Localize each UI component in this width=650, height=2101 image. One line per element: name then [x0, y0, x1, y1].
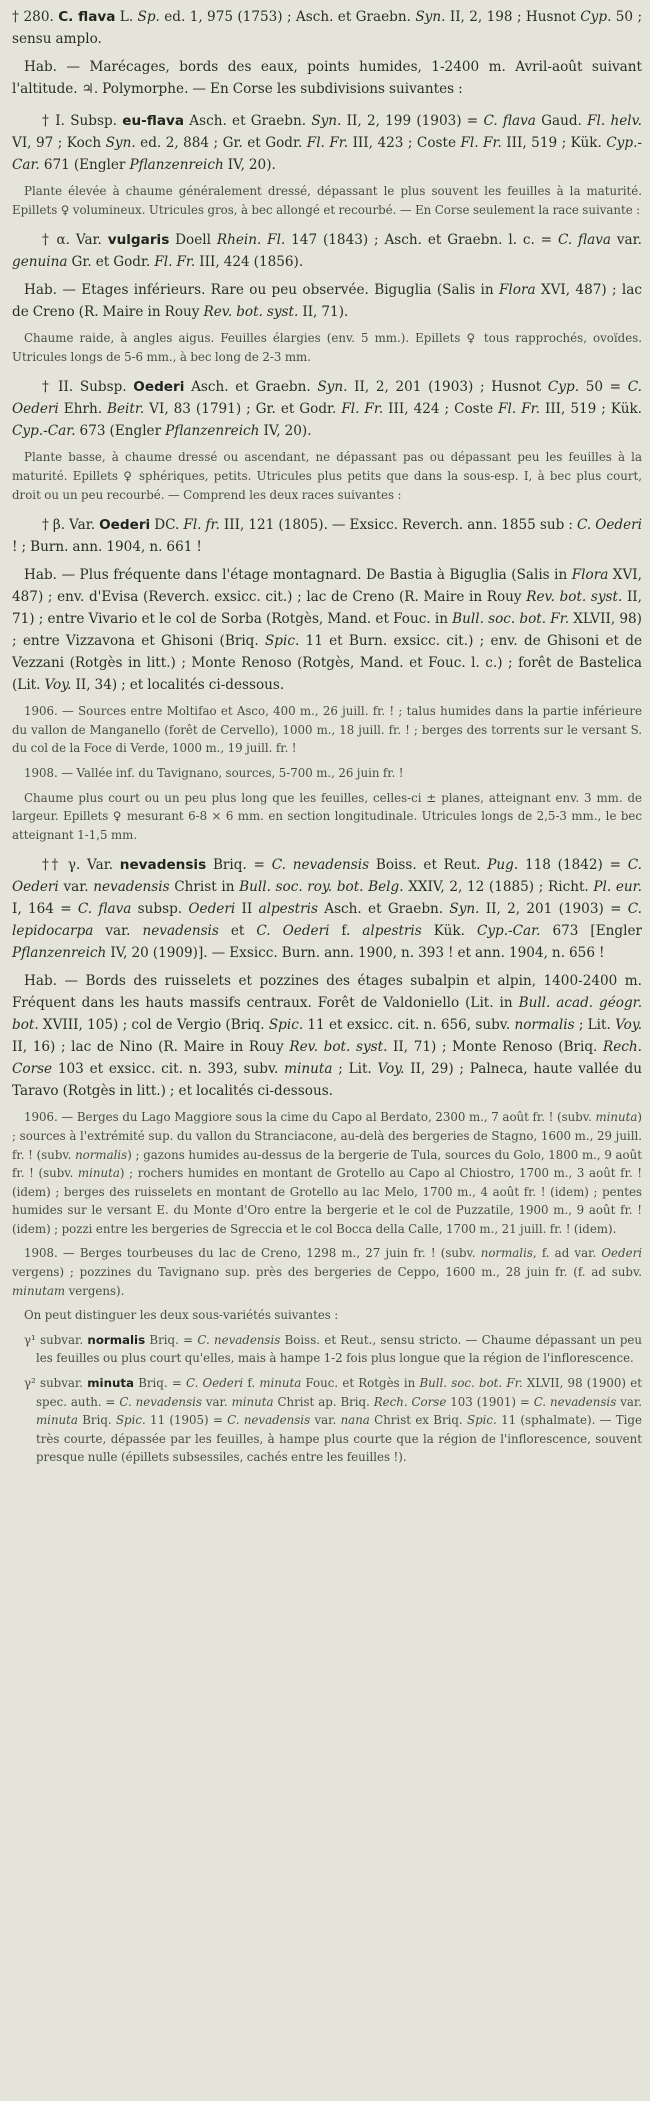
text-run: Boiss. et Reut. [369, 857, 488, 874]
italic-ref: Fl. Fr. [460, 135, 502, 151]
habitat-oederi [12, 564, 642, 696]
italic-ref: normalis [514, 1017, 575, 1034]
text-run: 103 (1901) = [446, 1394, 534, 1409]
italic-ref: Rev. bot. syst. [289, 1039, 388, 1056]
italic-ref: Spic. [115, 1413, 146, 1428]
italic-ref: Rev. bot. syst. [526, 589, 623, 606]
italic-ref: nevadensis [93, 879, 170, 896]
italic-ref: Rev. bot. syst. [203, 304, 299, 321]
italic-ref: nana [340, 1413, 370, 1428]
text-run: XVI, 487) ; env. d'Evisa (Reverch. exsicc. cit.) ; lac de Creno (R. Maire in Rouy [12, 567, 642, 606]
text-run: Gaud. [535, 113, 588, 129]
text-run: Asch. et Graebn. [184, 113, 312, 129]
italic-ref: normalis [75, 1147, 128, 1162]
italic-ref: Oederi [601, 1246, 642, 1261]
italic-ref: Oederi [188, 901, 236, 918]
text-run: † II. Subsp. [42, 379, 134, 396]
italic-ref: Spic. [264, 633, 300, 650]
text-run: f. [329, 923, 363, 940]
text-run: 671 (Engler [39, 157, 130, 173]
desc-vulgaris [12, 329, 642, 366]
text-run: 1908. — Vallée inf. du Tavignano, sources, 5-700 m., 26 juin fr. ! [24, 765, 404, 780]
var-vulgaris [12, 229, 642, 273]
desc-oederi [12, 448, 642, 504]
text-run: var. [201, 1394, 232, 1409]
italic-ref: genuina [12, 254, 68, 271]
italic-ref: Syn. [105, 135, 136, 151]
text-run: ) ; sources à l'extrémité sup. du vallon du Stranciacone, au-delà des bergeries de Stagno, 1600 m., 29 juill. fr. ! (subv. [12, 1110, 642, 1162]
text-run: ; Lit. [332, 1061, 378, 1078]
italic-ref: Pl. eur. [593, 879, 642, 896]
text-run: 1906. — Sources entre Moltifao et Asco, 400 m., 26 juill. fr. ! ; talus humides dans la partie inférieure du vallon de Manganello (forêt de Cervello), 1000 m., 18 juill. fr. ! ; berges des torrents sur le versant S. du col de la Foce di Verde, 1000 m., 19 juill. fr. ! [12, 704, 642, 756]
text-run: Hab. — Marécages, bords des eaux, points humides, 1-2400 m. Avril-août suivant l'altitude. ♃. Polymorphe. — En Corse les subdivisions suivantes : [12, 59, 642, 97]
text-run: II, 71) ; entre Vivario et le col de Sorba (Rotgès, Mand. et Fouc. in [12, 589, 642, 628]
italic-ref: Bull. acad. géogr. bot. [12, 995, 643, 1034]
subvar-intro [12, 1306, 642, 1325]
text-run: 11 (1905) = [145, 1413, 228, 1428]
italic-ref: Voy. [44, 677, 72, 694]
text-run: Ehrh. [58, 401, 108, 418]
text-run: XVIII, 105) ; col de Vergio (Briq. [38, 1017, 269, 1034]
text-run: DC. [150, 517, 184, 534]
paragraph-gap [12, 219, 642, 229]
italic-ref: Syn. [415, 9, 446, 25]
text-run: Briq. [77, 1413, 116, 1428]
italic-ref: Fl. Fr. [341, 401, 384, 418]
taxon-name: Oederi [99, 517, 151, 534]
text-run: Christ ex Briq. [369, 1413, 467, 1428]
italic-ref: Fl. helv. [587, 113, 643, 129]
italic-ref: Voy. [377, 1061, 405, 1078]
italic-ref: nevadensis [142, 923, 219, 940]
text-run: I, 164 = [12, 901, 78, 918]
italic-ref: Fl. Fr. [306, 135, 349, 151]
text-run: 1906. — Berges du Lago Maggiore sous la cime du Capo al Berdato, 2300 m., 7 août fr. ! (subv. [24, 1110, 596, 1125]
taxon-name: nevadensis [119, 857, 207, 874]
italic-ref: Spic. [268, 1017, 304, 1034]
taxon-name: vulgaris [107, 232, 170, 249]
text-run: 11 (sphalmate). — Tige très courte, dépassée par les feuilles, à hampe plus courte que la région de l'inflorescence, souvent presque nulle (épillets subsessiles, cachés entre les feuilles !). [36, 1413, 642, 1465]
italic-ref: Bull. soc. bot. Fr. [419, 1376, 523, 1391]
text-run: Hab. — Plus fréquente dans l'étage montagnard. De Bastia à Biguglia (Salis in [24, 567, 572, 584]
italic-ref: Pflanzenreich [12, 945, 107, 962]
text-run: ; Lit. [574, 1017, 616, 1034]
italic-ref: Rech. Corse [373, 1394, 447, 1409]
records-1908-oederi [12, 764, 642, 783]
text-run: IV, 20 (1909)]. — Exsicc. Burn. ann. 1900, n. 393 ! et ann. 1904, n. 656 ! [106, 945, 605, 962]
text-run: , f. ad var. [532, 1246, 602, 1261]
italic-ref: alpestris [362, 923, 422, 940]
text-run: 673 (Engler [75, 423, 166, 440]
text-run: III, 121 (1805). — Exsicc. Reverch. ann. 1855 sub : [219, 517, 577, 534]
text-run: subsp. [131, 901, 189, 918]
italic-ref: Cyp. [580, 9, 612, 25]
italic-ref: Spic. [467, 1413, 497, 1428]
italic-ref: Cyp.-Car. [476, 923, 541, 940]
italic-ref: minuta [77, 1166, 120, 1181]
subvar-normalis [12, 1331, 642, 1368]
heading-c-flava [12, 6, 642, 50]
italic-ref: Flora [499, 282, 536, 299]
text-run: Hab. — Bords des ruisselets et pozzines des étages subalpin et alpin, 1400-2400 m. Fréquent dans les hauts massifs centraux. Forêt de Valdoniello (Lit. in [12, 973, 642, 1012]
italic-ref: Beitr. [107, 401, 145, 418]
text-run: ! ; Burn. ann. 1904, n. 661 ! [12, 539, 202, 556]
var-nevadensis [12, 854, 642, 964]
text-run: Chaume raide, à angles aigus. Feuilles élargies (env. 5 mm.). Epillets ♀ tous rapprochés, ovoïdes. Utricules longs de 5-6 mm., à bec long de 2-3 mm. [12, 331, 642, 364]
text-run: ) ; gazons humides au-dessus de la bergerie de Tula, sources du Golo, 1800 m., 9 août fr. ! (subv. [12, 1147, 642, 1181]
text-run: † I. Subsp. [42, 113, 123, 129]
italic-ref: C. nevadensis [533, 1394, 617, 1409]
var-oederi [12, 514, 642, 558]
text-run: f. [243, 1376, 260, 1391]
italic-ref: Pflanzenreich [129, 157, 224, 173]
desc-eu-flava [12, 182, 642, 219]
text-run: var. [93, 923, 143, 940]
italic-ref: C. flava [483, 113, 536, 129]
italic-ref: Syn. [311, 113, 342, 129]
habitat-vulgaris [12, 279, 642, 323]
text-run: 50 ; sensu amplo. [12, 9, 643, 47]
paragraph-gap [12, 366, 642, 376]
text-run: II, 2, 201 (1903) = [479, 901, 628, 918]
text-run: II, 29) ; Palneca, haute vallée du Taravo (Rotgès in litt.) ; et localités ci-dessous. [12, 1061, 642, 1100]
subsp-eu-flava [12, 110, 642, 176]
italic-ref: C. nevadensis [227, 1413, 311, 1428]
italic-ref: minuta [595, 1110, 638, 1125]
text-run: IV, 20). [259, 423, 312, 440]
text-run: var. [58, 879, 94, 896]
text-run: VI, 83 (1791) ; Gr. et Godr. [144, 401, 342, 418]
italic-ref: minuta [231, 1394, 274, 1409]
text-run: Fouc. et Rotgès in [301, 1376, 420, 1391]
text-run: II, 2, 199 (1903) = [341, 113, 484, 129]
text-run: ed. 2, 884 ; Gr. et Godr. [135, 135, 307, 151]
subvar-minuta [12, 1374, 642, 1467]
text-run: II, 34) ; et localités ci-dessous. [71, 677, 285, 694]
italic-ref: minuta [284, 1061, 333, 1078]
subsp-oederi [12, 376, 642, 442]
text-run: var. [310, 1413, 341, 1428]
text-run: Plante basse, à chaume dressé ou ascendant, ne dépassant pas ou dépassant peu les feuilles à la maturité. Epillets ♀ sphériques, petits. Utricules plus petits que dans la sous-esp. I, à bec plus court, droit ou un peu recourbé. — Comprend les deux races suivantes : [12, 450, 642, 502]
text-run: Asch. et Graebn. [317, 901, 450, 918]
text-run: VI, 97 ; Koch [12, 135, 106, 151]
italic-ref: C. Oederi [12, 857, 642, 896]
text-run: III, 519 ; Kük. [501, 135, 607, 151]
text-run: Christ ap. Briq. [273, 1394, 374, 1409]
text-run: II, 2, 198 ; Husnot [445, 9, 581, 25]
italic-ref: Syn. [317, 379, 348, 396]
text-run: III, 424 ; Coste [383, 401, 499, 418]
text-run: 11 et exsicc. cit. n. 656, subv. [303, 1017, 515, 1034]
text-run: vergens). [65, 1283, 125, 1298]
paragraph-gap [12, 100, 642, 110]
text-run: II, 71) ; Monte Renoso (Briq. [387, 1039, 604, 1056]
desc-var-oederi [12, 789, 642, 845]
text-run: XLVII, 98) ; entre Vizzavona et Ghisoni (Briq. [12, 611, 642, 650]
text-run: 11 et Burn. exsicc. cit.) ; env. de Ghisoni et de Vezzani (Rotgès in litt.) ; Monte Renoso (Rotgès, Mand. et Fouc. l. c.) ; forêt de Bastelica (Lit. [12, 633, 642, 694]
italic-ref: Rech. Corse [12, 1039, 642, 1078]
text-run: Hab. — Etages inférieurs. Rare ou peu observée. Biguglia (Salis in [24, 282, 499, 299]
italic-ref: C. lepidocarpa [12, 901, 642, 940]
italic-ref: Pflanzenreich [165, 423, 260, 440]
text-run: XVI, 487) ; lac de Creno (R. Maire in Rouy [12, 282, 642, 321]
italic-ref: C. nevadensis [119, 1394, 202, 1409]
italic-ref: Bull. soc. roy. bot. Belg. [239, 879, 404, 896]
taxon-name: Oederi [133, 379, 185, 396]
italic-ref: minuta [36, 1413, 78, 1428]
text-run: vergens) ; pozzines du Tavignano sup. près des bergeries de Ceppo, 1600 m., 28 juin fr. (f. ad subv. [12, 1265, 642, 1280]
italic-ref: Syn. [449, 901, 480, 918]
italic-ref: C. Oederi [185, 1376, 244, 1391]
italic-ref: Cyp.-Car. [12, 135, 642, 173]
text-run: γ¹ subvar. [24, 1332, 88, 1347]
records-1908-nevadensis [12, 1244, 642, 1300]
text-run: † β. Var. [42, 517, 100, 534]
italic-ref: Fl. fr. [183, 517, 220, 534]
text-run: III, 423 ; Coste [348, 135, 461, 151]
italic-ref: C. Oederi [256, 923, 330, 940]
italic-ref: minuta [259, 1376, 302, 1391]
text-run: ) ; rochers humides en montant de Grotello au Capo al Chiostro, 1700 m., 3 août fr. ! (idem) ; berges des ruisselets en montant de Grotello au lac Melo, 1700 m., 4 août fr. ! (idem) ; pentes humides sur le versant E. du Monte d'Oro entre la bergerie et le col de Puzzatile, 1900 m., 9 août fr. ! (idem) ; pozzi entre les bergeries de Sgreccia et le col Bocca della Calle, 1700 m., 21 juill. fr. ! (idem). [12, 1166, 642, 1236]
text-run: 103 et exsicc. cit. n. 393, subv. [52, 1061, 285, 1078]
text-run: II [235, 901, 259, 918]
taxon-name: minuta [87, 1376, 134, 1391]
text-run: Doell [169, 232, 217, 249]
text-run: 1908. — Berges tourbeuses du lac de Creno, 1298 m., 27 juin fr. ! (subv. [24, 1246, 481, 1261]
paragraph-gap [12, 504, 642, 514]
taxon-name: eu-flava [122, 113, 185, 129]
italic-ref: normalis [480, 1246, 533, 1261]
italic-ref: C. nevadensis [197, 1332, 281, 1347]
text-run: III, 424 (1856). [195, 254, 304, 271]
habitat-c-flava [12, 56, 642, 100]
text-run: ed. 1, 975 (1753) ; Asch. et Graebn. [159, 9, 416, 25]
italic-ref: Bull. soc. bot. Fr. [452, 611, 570, 628]
italic-ref: Rhein. Fl. [216, 232, 286, 249]
italic-ref: Cyp.-Car. [12, 423, 76, 440]
taxon-name: normalis [87, 1332, 146, 1347]
text-run: var. [616, 1394, 642, 1409]
italic-ref: C. nevadensis [271, 857, 370, 874]
italic-ref: Flora [571, 567, 609, 584]
text-run: Chaume plus court ou un peu plus long que les feuilles, celles-ci ± planes, atteignant env. 3 mm. de largeur. Epillets ♀ mesurant 6-8 × 6 mm. en section longitudinale. Utricules longs de 2,5-3 mm., le bec atteignant 1-1,5 mm. [12, 790, 642, 842]
italic-ref: Fl. Fr. [154, 254, 196, 271]
italic-ref: minutam [12, 1283, 66, 1298]
taxon-name: C. flava [58, 9, 116, 25]
italic-ref: alpestris [258, 901, 318, 918]
italic-ref: C. Oederi [12, 379, 642, 418]
text-run: II, 2, 201 (1903) ; Husnot [347, 379, 548, 396]
text-run: Kük. [421, 923, 477, 940]
paragraph-gap [12, 844, 642, 854]
italic-ref: C. flava [557, 232, 612, 249]
text-run: Christ in [169, 879, 240, 896]
text-run: Boiss. et Reut., sensu stricto. — Chaume dépassant un peu les feuilles ou plus court qu'elles, mais à hampe 1-2 fois plus longue que la région de l'inflorescence. [36, 1332, 642, 1366]
text-run: et [218, 923, 257, 940]
italic-ref: C. Oederi [576, 517, 643, 534]
records-1906-nevadensis [12, 1108, 642, 1238]
habitat-nevadensis [12, 970, 642, 1102]
records-1906-oederi [12, 702, 642, 758]
text-run: II, 71). [298, 304, 349, 321]
text-run: XLVII, 98 (1900) et spec. auth. = [36, 1376, 642, 1409]
text-run: var. [611, 232, 642, 249]
italic-ref: Sp. [137, 9, 160, 25]
italic-ref: Pug. [487, 857, 519, 874]
text-run: Briq. = [206, 857, 272, 874]
text-run: †† γ. Var. [42, 857, 120, 874]
text-run: 118 (1842) = [518, 857, 628, 874]
text-run: On peut distinguer les deux sous-variétés suivantes : [24, 1308, 339, 1323]
text-run: XXIV, 2, 12 (1885) ; Richt. [403, 879, 594, 896]
text-run: III, 519 ; Kük. [539, 401, 643, 418]
text-run: 673 [Engler [540, 923, 643, 940]
text-run: II, 16) ; lac de Nino (R. Maire in Rouy [12, 1039, 290, 1056]
italic-ref: Cyp. [547, 379, 580, 396]
text-run: Gr. et Godr. [67, 254, 155, 271]
text-run: 147 (1843) ; Asch. et Graebn. l. c. = [285, 232, 558, 249]
text-run: Plante élevée à chaume généralement dressé, dépassant le plus souvent les feuilles à la maturité. Epillets ♀ volumineux. Utricules gros, à bec allongé et recourbé. — En Corse seulement la race suivante : [12, 184, 642, 217]
italic-ref: Voy. [615, 1017, 643, 1034]
text-run: γ² subvar. [24, 1376, 88, 1391]
text-run: IV, 20). [223, 157, 276, 173]
text-run: Asch. et Graebn. [184, 379, 318, 396]
italic-ref: Fl. Fr. [498, 401, 540, 418]
text-run: L. [115, 9, 138, 25]
text-run: 50 = [579, 379, 628, 396]
text-run: Briq. = [133, 1376, 186, 1391]
text-run: † 280. [12, 9, 59, 25]
text-run: Briq. = [145, 1332, 198, 1347]
italic-ref: C. flava [77, 901, 132, 918]
text-run: † α. Var. [42, 232, 108, 249]
